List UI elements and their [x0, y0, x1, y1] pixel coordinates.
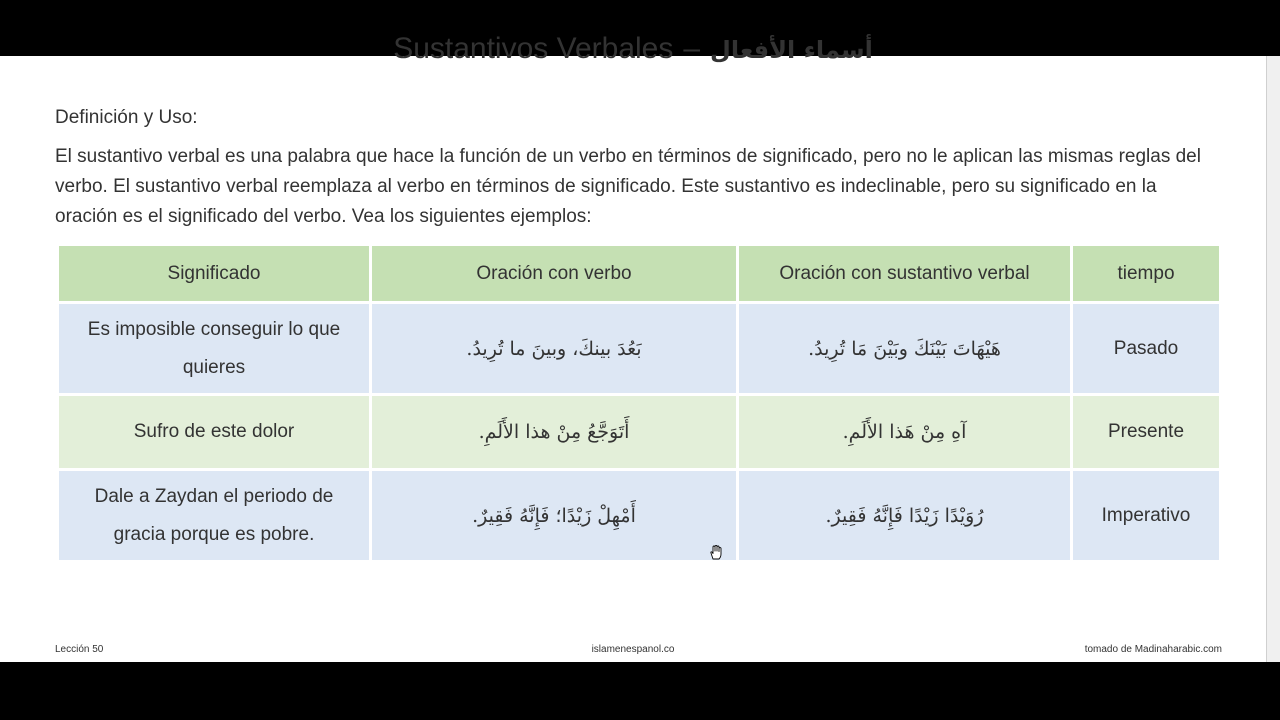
cell-arabic-noun: هَيْهَاتَ بَيْنَكَ وبَيْنَ مَا تُرِيدُ.: [739, 304, 1070, 393]
slide-page: [0, 32, 1266, 662]
table-row: [59, 471, 1219, 560]
title-dash: –: [683, 32, 701, 65]
cell-tense: Imperativo: [1073, 471, 1219, 560]
table-row: [59, 396, 1219, 468]
header-with-verb: Oración con verbo: [372, 246, 736, 301]
examples-table: [56, 243, 1222, 563]
cell-meaning: Dale a Zaydan el periodo de gracia porque es pobre.: [59, 471, 369, 560]
cell-meaning: Sufro de este dolor: [59, 396, 369, 468]
cell-arabic-verb: أَتَوَجَّعُ مِنْ هذا الأَلَمِ.: [372, 396, 736, 468]
footer-site: islamenespanol.co: [591, 644, 675, 655]
cell-tense: Presente: [1073, 396, 1219, 468]
table-header-row: [59, 246, 1219, 301]
cell-arabic-noun: رُوَيْدًا زَيْدًا فَإِنَّهُ فَقِيرٌ.: [739, 471, 1070, 560]
footer-lesson: Lección 50: [55, 644, 104, 655]
hand-cursor-icon: [708, 544, 724, 560]
title-spanish: Sustantivos Verbales: [393, 32, 674, 65]
table-row: [59, 304, 1219, 393]
bottom-letterbox: [0, 662, 1280, 720]
cell-arabic-verb: أَمْهِلْ زَيْدًا؛ فَإِنَّهُ فَقِيرٌ.: [372, 471, 736, 560]
footer-source: tomado de Madinaharabic.com: [1084, 644, 1222, 655]
header-with-noun: Oración con sustantivo verbal: [739, 246, 1070, 301]
page-title: [0, 32, 1266, 66]
header-tense: tiempo: [1073, 246, 1219, 301]
cell-arabic-noun: آهِ مِنْ هَذا الأَلَمِ.: [739, 396, 1070, 468]
vertical-scrollbar[interactable]: [1266, 56, 1280, 662]
cell-tense: Pasado: [1073, 304, 1219, 393]
title-arabic: أسماء الأفعال: [710, 36, 873, 64]
definition-paragraph: El sustantivo verbal es una palabra que hace la función de un verbo en términos de significado, pero no le aplican las mismas reglas del verbo. El sustantivo verbal reemplaza al verbo en términos de significado. Este sustantivo es indeclinable, pero su significado en la oración es el significado del verbo. Vea los siguientes ejemplos:: [55, 146, 1201, 227]
header-meaning: Significado: [59, 246, 369, 301]
cell-meaning: Es imposible conseguir lo que quieres: [59, 304, 369, 393]
definition-label: Definición y Uso:: [55, 107, 198, 128]
cell-arabic-verb: بَعُدَ بينكَ، وبينَ ما تُرِيدُ.: [372, 304, 736, 393]
